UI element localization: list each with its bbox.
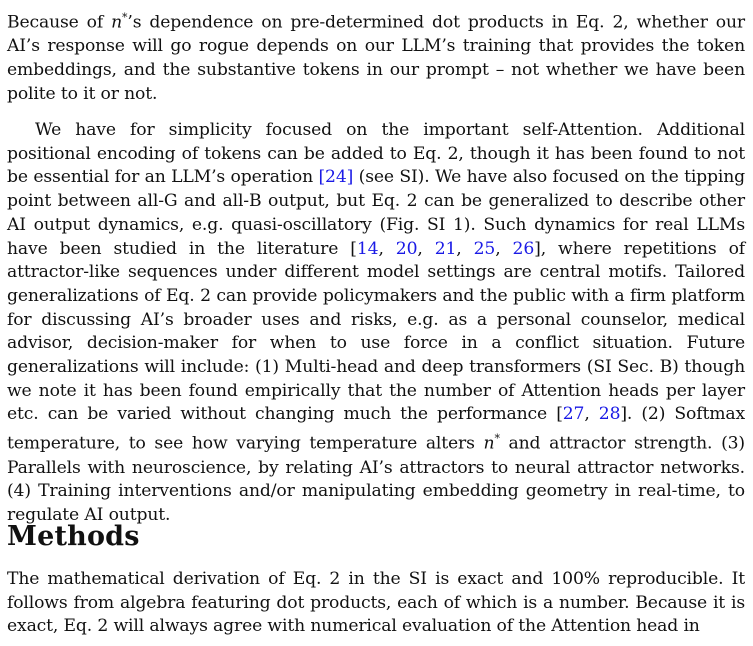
citation-28[interactable]: 28 (598, 404, 621, 425)
citation-20[interactable]: 20 (395, 238, 418, 259)
paragraph-methods: The mathematical derivation of Eq. 2 in the SI is exact and 100% reproducible. It follows from algebra featuring dot products, each of which is a number. Because it is exact, Eq. 2 will always agree with numerical evaluation of the Attention head in (7, 569, 745, 637)
math-star: * (494, 432, 500, 446)
bracket-open: [ (350, 238, 357, 259)
citation-21[interactable]: 21 (434, 238, 457, 259)
text-run: We have for simplicity focused on the important self-Attention. Additional positional encoding of tokens can be added to Eq. 2, though it has been found to not be essential for an LLM’s operation (7, 120, 745, 188)
bracket-close: ] (534, 238, 541, 259)
citation-26[interactable]: 26 (512, 238, 535, 259)
bracket-open: [ (556, 404, 563, 425)
math-n: n (483, 433, 495, 454)
paragraph-tipping-point-dependence (7, 6, 745, 107)
text-run: (see SI). We have also focused on the tipping point between all-G and all-B output, but Eq. 2 can be generalized to describe other AI output dynamics, e.g. quasi-oscillatory (Fig. SI 1). Such dynamics for real LLMs have been studied in the literature (7, 167, 746, 259)
separator: , (378, 238, 396, 259)
citation-27[interactable]: 27 (562, 404, 585, 425)
separator: , (584, 404, 599, 425)
citation-24[interactable]: [24] (318, 167, 354, 188)
paragraph-generalizations (7, 119, 745, 528)
citation-14[interactable]: 14 (356, 238, 379, 259)
section-heading-methods: Methods (7, 521, 140, 552)
citation-25[interactable]: 25 (473, 238, 496, 259)
separator: , (495, 238, 513, 259)
text-run: and attractor strength. (3) Parallels with neuroscience, by relating AI’s attractors to neural attractor networks. (4) Training interventions and/or manipulating embedding geometry in real-time, to regulate AI output. (7, 433, 745, 525)
text-run: Because of (7, 12, 112, 33)
math-n: n (111, 12, 123, 33)
separator: , (456, 238, 474, 259)
separator: , (417, 238, 435, 259)
math-star: * (122, 11, 128, 24)
text-run: , where repetitions of attractor-like sequences under different model settings are central motifs. Tailored generalizations of Eq. 2 can provide policymakers and the public with a firm platform for discussing AI’s broader uses and risks, e.g. as a personal counselor, medical advisor, decision-maker for when to use force in a conflict situation. Future generalizations will include: (1) Multi-head and deep transformers (SI Sec. B) though we note it has been found empirically that the number of Attention heads per layer etc. can be varied without changing much the performance (7, 238, 746, 425)
text-run: ’s dependence on pre-determined dot products in Eq. 2, whether our AI’s response will go rogue depends on our LLM’s training that provides the token embeddings, and the substantive tokens in our prompt – not whether we have been polite to it or not. (7, 12, 745, 104)
text-run: . (2) Softmax temperature, to see how varying temperature alters (7, 404, 745, 454)
bracket-close: ] (620, 404, 627, 425)
